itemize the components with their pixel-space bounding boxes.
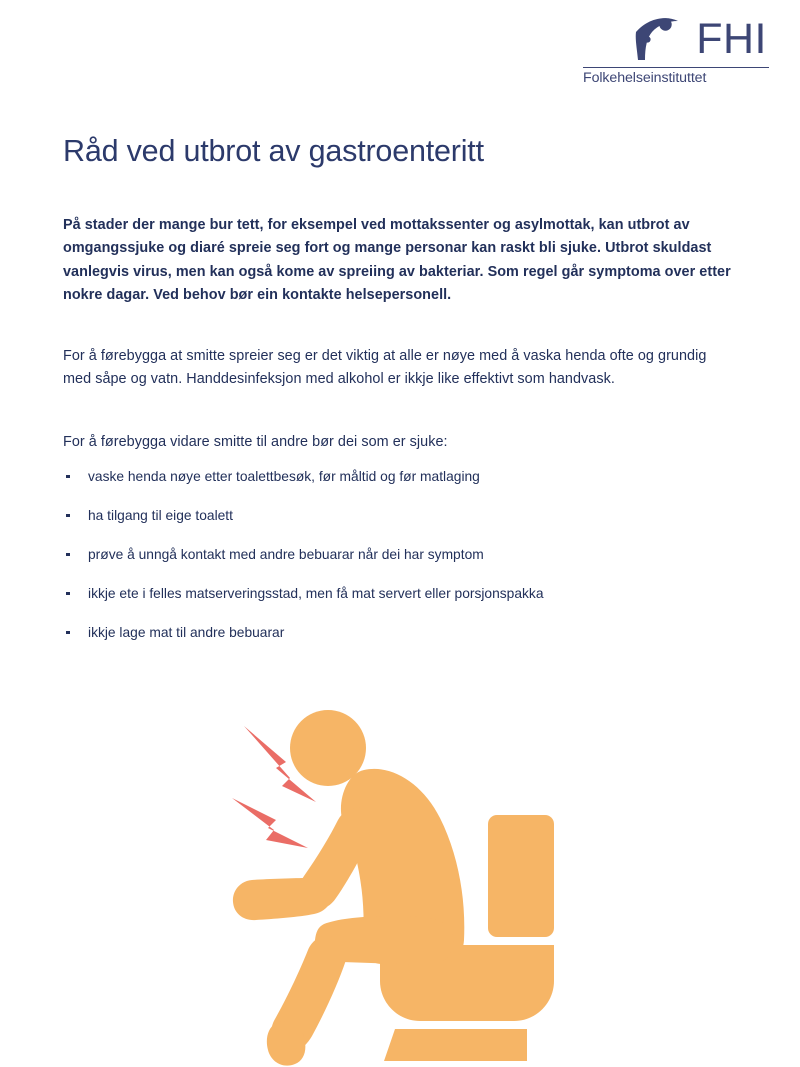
list-item (63, 467, 737, 487)
hygiene-paragraph: For å førebygga at smitte spreier seg er det viktig at alle er nøye med å vaska henda ofte og grundig med såpe og vatn. Handdesinfeksjon med alkohol er ikkje like effektivt som handvask. (63, 347, 707, 388)
bullet-icon (66, 553, 70, 557)
list-item (63, 623, 737, 643)
list-item-label: ikkje ete i felles matserveringsstad, men få mat servert eller porsjonspakka (88, 585, 544, 601)
advice-list (63, 459, 737, 643)
page-title: Råd ved utbrot av gastroenteritt (63, 134, 484, 168)
lead-paragraph: På stader der mange bur tett, for eksempel ved mottakssenter og asylmottak, kan utbrot av omgangssjuke og diaré spreie seg fort og mange personar kan raskt bli sjuke. Utbrot skuldast vanlegvis virus, men kan også kome av spreiing av bakteriar. Som regel går symptoma over etter nokre dagar. Ved behov bør ein kontakte helsepersonell. (63, 217, 731, 304)
list-item-label: ha tilgang til eige toalett (88, 507, 233, 523)
bullet-icon (66, 631, 70, 635)
logo-subtitle: Folkehelseinstituttet (583, 70, 707, 86)
bullet-icon (66, 592, 70, 596)
bullet-icon (66, 475, 70, 479)
list-item-label: prøve å unngå kontakt med andre bebuarar når dei har symptom (88, 546, 484, 562)
logo-wordmark: FHI (696, 14, 767, 63)
content-column (63, 0, 737, 662)
list-item-label: vaske henda nøye etter toalettbesøk, før måltid og før matlaging (88, 468, 480, 484)
list-item (63, 506, 737, 526)
bullet-icon (66, 514, 70, 518)
person-with-stomach-pain-on-toilet-illustration (232, 702, 574, 1067)
list-item-label: ikkje lage mat til andre bebuarar (88, 624, 285, 640)
list-item (63, 545, 737, 565)
advice-list-intro: For å førebygga vidare smitte til andre bør dei som er sjuke: (63, 434, 448, 451)
list-item (63, 584, 737, 604)
